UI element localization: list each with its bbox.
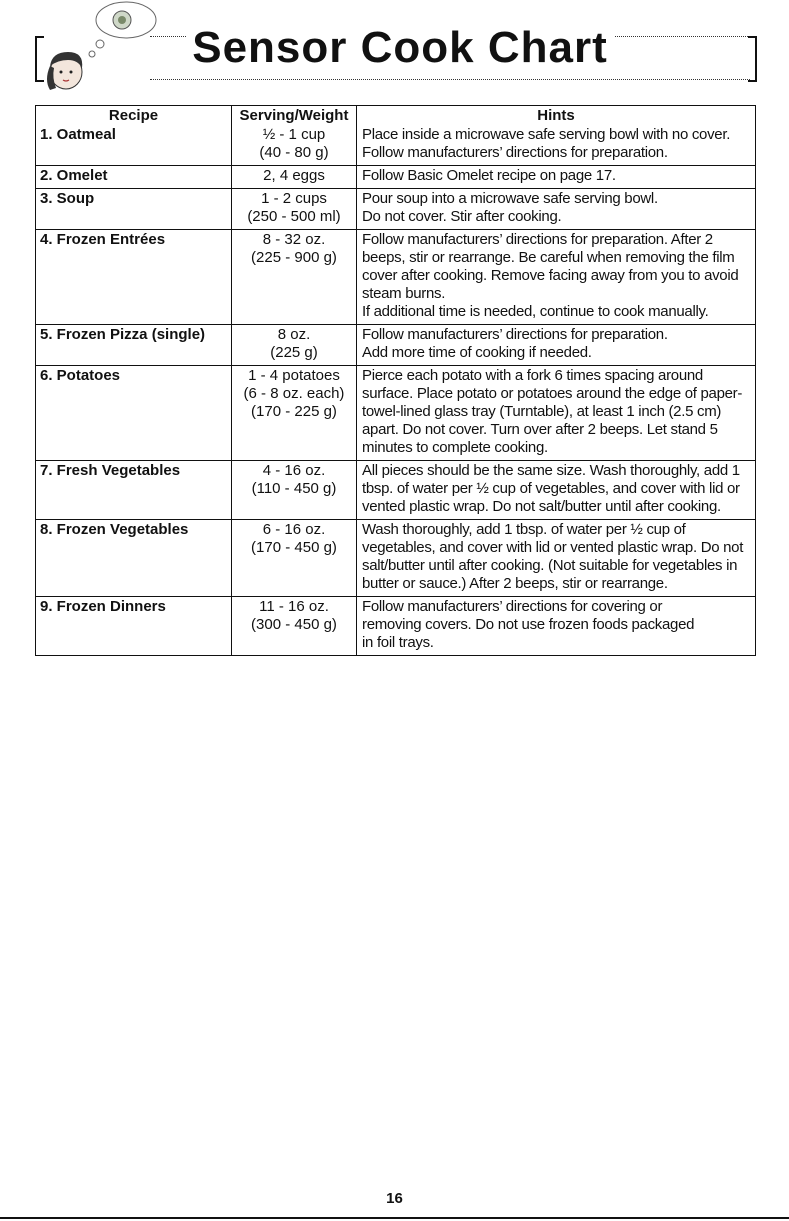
recipe-cell — [36, 461, 232, 519]
hint-line: Pierce each potato with a fork 6 times spacing around — [362, 367, 703, 384]
table-row — [36, 188, 755, 229]
serving-cell — [232, 166, 357, 188]
hint-line: Follow manufacturers’ directions for preparation. — [362, 144, 668, 161]
hints-cell — [357, 366, 755, 460]
table-row — [36, 165, 755, 188]
recipe-name: 2. Omelet — [40, 167, 108, 184]
table-row — [36, 460, 755, 519]
serving-line: (110 - 450 g) — [251, 480, 337, 497]
header-bracket-right — [748, 36, 757, 82]
hints-cell — [357, 325, 755, 365]
hint-line: Place inside a microwave safe serving bowl with no cover. — [362, 126, 731, 143]
hint-line: steam burns. — [362, 285, 446, 302]
recipe-name: 3. Soup — [40, 190, 95, 207]
hint-line: surface. Place potato or potatoes around the edge of paper- — [362, 385, 743, 402]
hints-cell — [357, 166, 755, 188]
recipe-cell — [36, 520, 232, 596]
header-rule-bottom — [150, 79, 750, 80]
hint-line: Wash thoroughly, add 1 tbsp. of water per ½ cup of — [362, 521, 686, 538]
hints-cell — [357, 461, 755, 519]
hint-line: Add more time of cooking if needed. — [362, 344, 592, 361]
serving-line: 1 - 4 potatoes — [248, 367, 340, 384]
recipe-name: 9. Frozen Dinners — [40, 598, 166, 615]
serving-line: (40 - 80 g) — [259, 144, 329, 161]
header-hints: Hints — [537, 107, 575, 124]
recipe-name: 6. Potatoes — [40, 367, 121, 384]
header-serving: Serving/Weight — [232, 106, 357, 125]
recipe-name: 4. Frozen Entrées — [40, 231, 166, 248]
recipe-cell — [36, 597, 232, 655]
sensor-cook-table — [35, 105, 756, 656]
serving-line: 11 - 16 oz. — [259, 598, 329, 615]
table-row — [36, 125, 755, 165]
table-row — [36, 324, 755, 365]
hint-line: If additional time is needed, continue to cook manually. — [362, 303, 709, 320]
recipe-name: 7. Fresh Vegetables — [40, 462, 181, 479]
serving-line: 8 - 32 oz. — [262, 231, 326, 248]
recipe-name: 5. Frozen Pizza (single) — [40, 326, 206, 343]
hint-line: cover after cooking. Remove facing away from you to avoid — [362, 267, 739, 284]
serving-line: 6 - 16 oz. — [262, 521, 326, 538]
recipe-cell — [36, 166, 232, 188]
serving-cell — [232, 125, 357, 165]
footer-rule — [0, 1217, 789, 1219]
table-header-row — [36, 106, 755, 125]
serving-line: 8 oz. — [277, 326, 311, 343]
table-row — [36, 596, 755, 655]
hint-line: removing covers. Do not use frozen foods packaged — [362, 616, 695, 633]
hint-line: apart. Do not cover. Turn over after 2 beeps. Let stand 5 — [362, 421, 718, 438]
hints-cell — [357, 189, 755, 229]
serving-cell — [232, 366, 357, 460]
recipe-cell — [36, 230, 232, 324]
recipe-cell — [36, 366, 232, 460]
recipe-cell — [36, 189, 232, 229]
hint-line: towel-lined glass tray (Turntable), at least 1 inch (2.5 cm) — [362, 403, 722, 420]
recipe-name: 8. Frozen Vegetables — [40, 521, 189, 538]
hint-line: butter or sauce.) After 2 beeps, stir or rearrange. — [362, 575, 668, 592]
serving-cell — [232, 230, 357, 324]
hints-cell — [357, 125, 755, 165]
serving-line: 2, 4 eggs — [263, 167, 325, 184]
hint-line: Follow manufacturers’ directions for preparation. After 2 — [362, 231, 713, 248]
serving-line: (225 g) — [270, 344, 318, 361]
serving-cell — [232, 189, 357, 229]
serving-line: (6 - 8 oz. each) — [243, 385, 345, 402]
serving-line: (250 - 500 ml) — [247, 208, 341, 225]
hints-cell — [357, 520, 755, 596]
serving-line: (225 - 900 g) — [251, 249, 337, 266]
hint-line: salt/butter until after cooking. (Not suitable for vegetables in — [362, 557, 738, 574]
chef-mascot-icon — [38, 0, 158, 95]
serving-line: 4 - 16 oz. — [262, 462, 326, 479]
hint-line: tbsp. of water per ½ cup of vegetables, and cover with lid or — [362, 480, 740, 497]
hint-line: Follow manufacturers’ directions for covering or — [362, 598, 663, 615]
hint-line: beeps, stir or rearrange. Be careful when removing the film — [362, 249, 735, 266]
serving-cell — [232, 597, 357, 655]
hint-line: in foil trays. — [362, 634, 434, 651]
hint-line: vegetables, and cover with lid or vented plastic wrap. Do not — [362, 539, 744, 556]
hint-line: vented plastic wrap. Do not salt/butter until after cooking. — [362, 498, 721, 515]
serving-line: (170 - 225 g) — [251, 403, 337, 420]
hint-line: All pieces should be the same size. Wash thoroughly, add 1 — [362, 462, 740, 479]
serving-line: ½ - 1 cup — [262, 126, 326, 143]
hint-line: Follow Basic Omelet recipe on page 17. — [362, 167, 616, 184]
recipe-cell — [36, 125, 232, 165]
header-recipe: Recipe — [36, 106, 232, 125]
serving-line: 1 - 2 cups — [261, 190, 327, 207]
serving-line: (300 - 450 g) — [251, 616, 337, 633]
hint-line: Do not cover. Stir after cooking. — [362, 208, 562, 225]
serving-cell — [232, 520, 357, 596]
hint-line: minutes to complete cooking. — [362, 439, 548, 456]
recipe-name: 1. Oatmeal — [40, 126, 116, 143]
hints-cell — [357, 597, 755, 655]
serving-line: (170 - 450 g) — [251, 539, 337, 556]
page-title: Sensor Cook Chart — [150, 26, 650, 70]
header-bracket-left — [35, 36, 44, 82]
recipe-cell — [36, 325, 232, 365]
page-number: 16 — [386, 1190, 403, 1207]
serving-cell — [232, 461, 357, 519]
hint-line: Pour soup into a microwave safe serving bowl. — [362, 190, 658, 207]
serving-cell — [232, 325, 357, 365]
table-row — [36, 365, 755, 460]
table-row — [36, 229, 755, 324]
table-row — [36, 519, 755, 596]
hints-cell — [357, 230, 755, 324]
page-header — [0, 0, 789, 95]
hint-line: Follow manufacturers’ directions for preparation. — [362, 326, 668, 343]
